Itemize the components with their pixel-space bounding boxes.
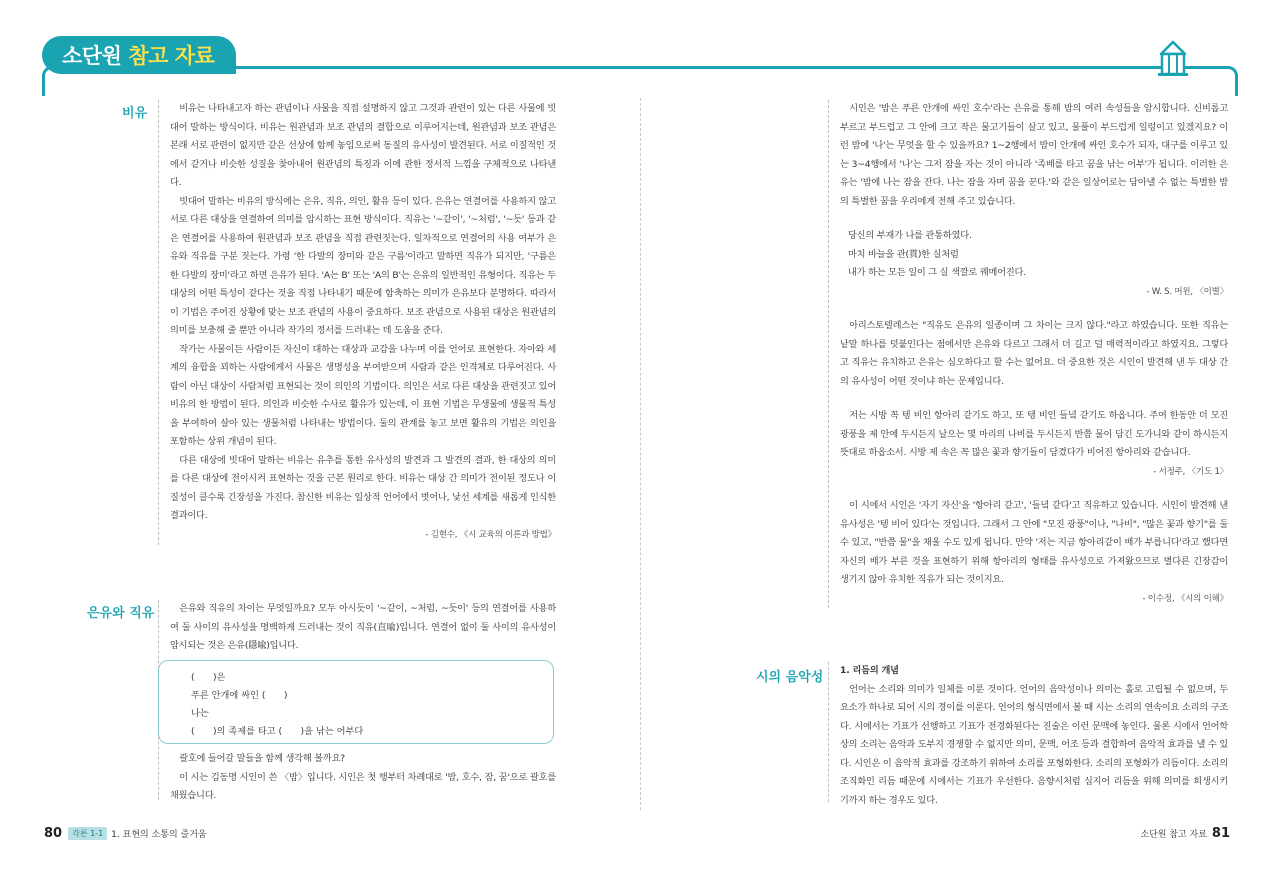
pencil-icon [1156, 40, 1190, 78]
footer-right [1140, 826, 1230, 841]
header-title-prefix: 소단원 [62, 44, 122, 68]
page-divider [640, 98, 641, 810]
source-citation: - W. S. 머윈, 〈이별〉 [1146, 286, 1228, 297]
poem-excerpt [840, 227, 1228, 283]
box-line: 나는 [191, 708, 209, 719]
page-header-tab [42, 36, 236, 74]
page-number: 81 [1211, 826, 1230, 841]
paragraph: 이 시는 김동명 시인이 쓴 〈밤〉입니다. 시인은 첫 행부터 차례대로 '밤, 호수, 잠, 꿈'으로 괄호를 채웠습니다. [170, 771, 556, 801]
paragraph: 아리스토텔레스는 "직유도 은유의 일종이며 그 차이는 크지 않다."라고 하였습니다. 또한 직유는 낱말 하나를 덧붙인다는 점에서만 은유와 다르고 그래서 더 길고 덜 매력적이라고 하였지요. 그렇다고 직유는 유치하고 은유는 심오하다고 할 수는 없어요. 더 중요한 것은 시인이 발견해 낸 두 대상 간의 유사성이 어떤 것이냐 하는 문제입니다. [840, 320, 1228, 387]
paragraph: 괄호에 들어갈 말들을 함께 생각해 볼까요? [179, 753, 345, 764]
box-line: ( )은 [191, 672, 226, 683]
poem-line: 내가 하는 모든 일이 그 실 색깔로 꿰메어진다. [848, 267, 1026, 278]
section-label-musicality: 시의 음악성 [756, 670, 824, 685]
footer-title: 소단원 참고 자료 [1140, 830, 1207, 840]
right-body-upper [840, 100, 1228, 608]
source-citation: - 이수정, 《시의 이해》 [1142, 593, 1228, 604]
section-rule [158, 100, 159, 545]
paragraph: 시인은 '밤은 푸른 안개에 싸인 호수'라는 은유를 통해 밤의 여러 속성들을 암시합니다. 신비롭고 부르고 부드럽고 그 안에 크고 작은 물고기들이 살고 있고, 물풀이 부드럽게 일렁이고 있겠지요? 이런 밤에 '나'는 무엇을 할 수 있을까요? 1~2행에서 밤이 안개에 싸인 호수가 되자, 대구를 이루고 있는 3~4행에서 '나'는 그저 잠을 자는 것이 아니라 '족배를 타고 꿈을 낚는 어부'가 됩니다. 이러한 은유는 '밤에 나는 잠을 잔다. 나는 잠을 자며 꿈을 꾼다.'와 같은 일상어로는 담아낼 수 없는 특별한 밤의 특별한 꿈을 우리에게 전해 주고 있습니다. [840, 103, 1228, 207]
section-body-metaphor [170, 100, 556, 544]
footer-left [44, 826, 207, 841]
paragraph: 빗대어 말하는 비유의 방식에는 은유, 직유, 의인, 활유 등이 있다. 은유는 연결어를 사용하지 않고 서로 다른 대상을 연결하여 의미를 암시하는 표현 방식이다. 직유는 '~같이', '~처럼', '~듯' 등과 같은 연결어를 사용하여 원관념과 보조 관념을 직접 관련짓는다. 일차적으로 연결어의 사용 여부가 은유와 직유를 구분 짓는다. 가령 '한 다발의 장미와 같은 구름'이라고 말하면 직유가 되지만, '구름은 한 다발의 장미'라고 하면 은유가 된다. 'A는 B' 또는 'A의 B'는 은유의 일반적인 유형이다. 직유는 두 대상의 어떤 특성이 같다는 것을 직접 나타내기 때문에 함축하는 의미가 은유보다 분명하다. 따라서 이 기법은 주어진 상황에 맞는 보조 관념의 사용이 중요하다. 보조 관념으로 사용된 대상은 원관념의 의미를 보충해 줄 뿐만 아니라 작가의 정서를 드러내는 데 도움을 준다. [170, 195, 556, 336]
footer-title: 1. 표현의 소통의 즐거움 [111, 830, 207, 840]
box-line: 푸른 안개에 싸인 ( ) [191, 690, 288, 701]
paragraph: 이 시에서 시인은 '자기 자신'을 '항아리 같고', '들녘 같다'고 직유하고 있습니다. 시인이 발견해 낸 유사성은 '텡 비어 있다'는 것입니다. 그래서 그 안에 "모진 광풍"이나, "나비", "많은 꽃과 향기"를 둘 수 있고, "반쯤 물"을 채울 수도 있게 됩니다. 만약 '저는 지금 항아리같이 배가 부릅니다'라고 했다면 자신의 배가 부른 것을 표현하기 위해 항아리의 형태를 유사성으로 가져왔으므로 별다른 긴장감이 생기지 않아 유치한 직유가 되는 것이지요. [840, 500, 1228, 585]
source-citation: - 서정주, 〈기도 1〉 [1153, 466, 1228, 477]
section-rule [828, 662, 829, 802]
section-body-metaphor-simile [170, 600, 556, 656]
poem-line: 마치 바늘을 관(貫)한 실처럼 [848, 248, 959, 260]
unit-chip: 각론 1-1 [68, 827, 107, 840]
paragraph: 언어는 소리와 의미가 일체를 이룬 것이다. 언어의 음악성이나 의미는 홀로 고립될 수 없으며, 두 요소가 하나로 되어 시의 경이를 이룬다. 언어의 형식면에서 볼 때 시는 소리의 연속이요 소리의 구조다. 시에서는 기표가 선행하고 기표가 전경화된다는 진술은 이런 문맥에 놓인다. 물론 시에서 언어학상의 소리는 음악과 도부지 경쟁할 수 없지만 의미, 문맥, 어조 등과 결합하여 음악적 효과를 낼 수 있다. 시인은 이 음악적 효과를 강조하기 위하여 소리를 포형화한다. 소리의 포형화가 리듬이다. 소리의 조직화인 리듬 때문에 시에서는 기표가 우선한다. 음향시처럼 심지어 리듬을 위해 의미를 희생시키기까지 하는 경우도 있다. [840, 683, 1228, 806]
section-rule [828, 100, 829, 608]
quiz-poem-box [158, 660, 554, 744]
poem-line: 당신의 부재가 나를 관통하였다. [848, 230, 972, 241]
section-label-metaphor-simile: 은유와 직유 [87, 606, 155, 621]
section-label-metaphor: 비유 [122, 106, 148, 121]
paragraph: 작가는 사물이든 사람이든 자신이 대하는 대상과 교감을 나누며 이를 언어로 표현한다. 자아와 세계의 융합을 꾀하는 사람에게서 사물은 생명성을 부여받으며 사람과 같은 인격체로 다루어진다. 사람이 아닌 대상이 사람처럼 표현되는 것이 의인의 기법이다. 의인은 서로 다른 대상을 관련짓고 있어 비유의 한 방법이 된다. 의인과 비슷한 수사로 활유가 있는데, 이 표현 기법은 무생물에 생물적 특성을 부여하여 살아 있는 생물처럼 나타내는 방법이다. 둘의 관계를 놓고 보면 활유의 기법은 의인을 포함하는 상위 개념이 된다. [170, 343, 556, 447]
section-body-after-box [170, 750, 556, 806]
page-number: 80 [44, 826, 63, 841]
paragraph: 다른 대상에 빗대어 말하는 비유는 유추를 통한 유사성의 발견과 그 발견의 결과, 한 대상의 의미를 다른 대상에 전이시켜 표현하는 것을 근본 원리로 한다. 비유는 대상 간 의미가 전이된 정도나 이질성이 클수록 긴장성을 가진다. 참신한 비유는 일상적 언어에서 벗어나, 낯선 세계를 새롭게 인식한 결과이다. [170, 454, 556, 521]
header-title-highlight: 참고 자료 [128, 44, 215, 68]
section-body-musicality [840, 662, 1228, 810]
box-line: ( )의 족제를 타고 ( )을 낚는 어부다 [191, 726, 364, 737]
source-citation: - 김현수, 《시 교육의 이론과 방법》 [425, 529, 556, 540]
paragraph: 은유와 직유의 차이는 무엇일까요? 모두 아시듯이 '~같이, ~처럼, ~듯이' 등의 연결어를 사용하여 둘 사이의 유사성을 명백하게 드러내는 것이 직유(直喩)입니다. 연결어 없이 둘 사이의 유사성이 암시되는 것은 은유(隱喩)입니다. [170, 603, 556, 651]
subsection-title: 1. 리듬의 개념 [840, 665, 899, 676]
poem-prose-excerpt: 저는 시방 꼭 텡 비인 항아리 같기도 하고, 또 텡 비인 들녘 같기도 하옵니다. 주여 한동안 더 모진 광풍을 제 안에 두시든지 날으는 몇 마리의 나비를 두시든지 반쯤 물이 담긴 도가니와 같이 하시든지 뜻대로 하옵소서. 시방 제 속은 꼭 많은 꽃과 향기들이 담겼다가 비어진 항아리와 같습니다. [840, 410, 1228, 458]
paragraph: 비유는 나타내고자 하는 관념이나 사물을 직접 설명하지 않고 그것과 관련이 있는 다른 사물에 빗대어 말하는 방식이다. 비유는 원관념과 보조 관념의 결합으로 이루어지는데, 원관념과 보조 관념은 본래 서로 관련이 없지만 같은 선상에 함께 놓임으로써 동질의 유사성이 발견된다. 서로 이질적인 것에서 같거나 비슷한 성질을 찾아내어 원관념의 특징과 이에 관한 정서적 느낌을 구체적으로 나타낸다. [170, 103, 556, 188]
